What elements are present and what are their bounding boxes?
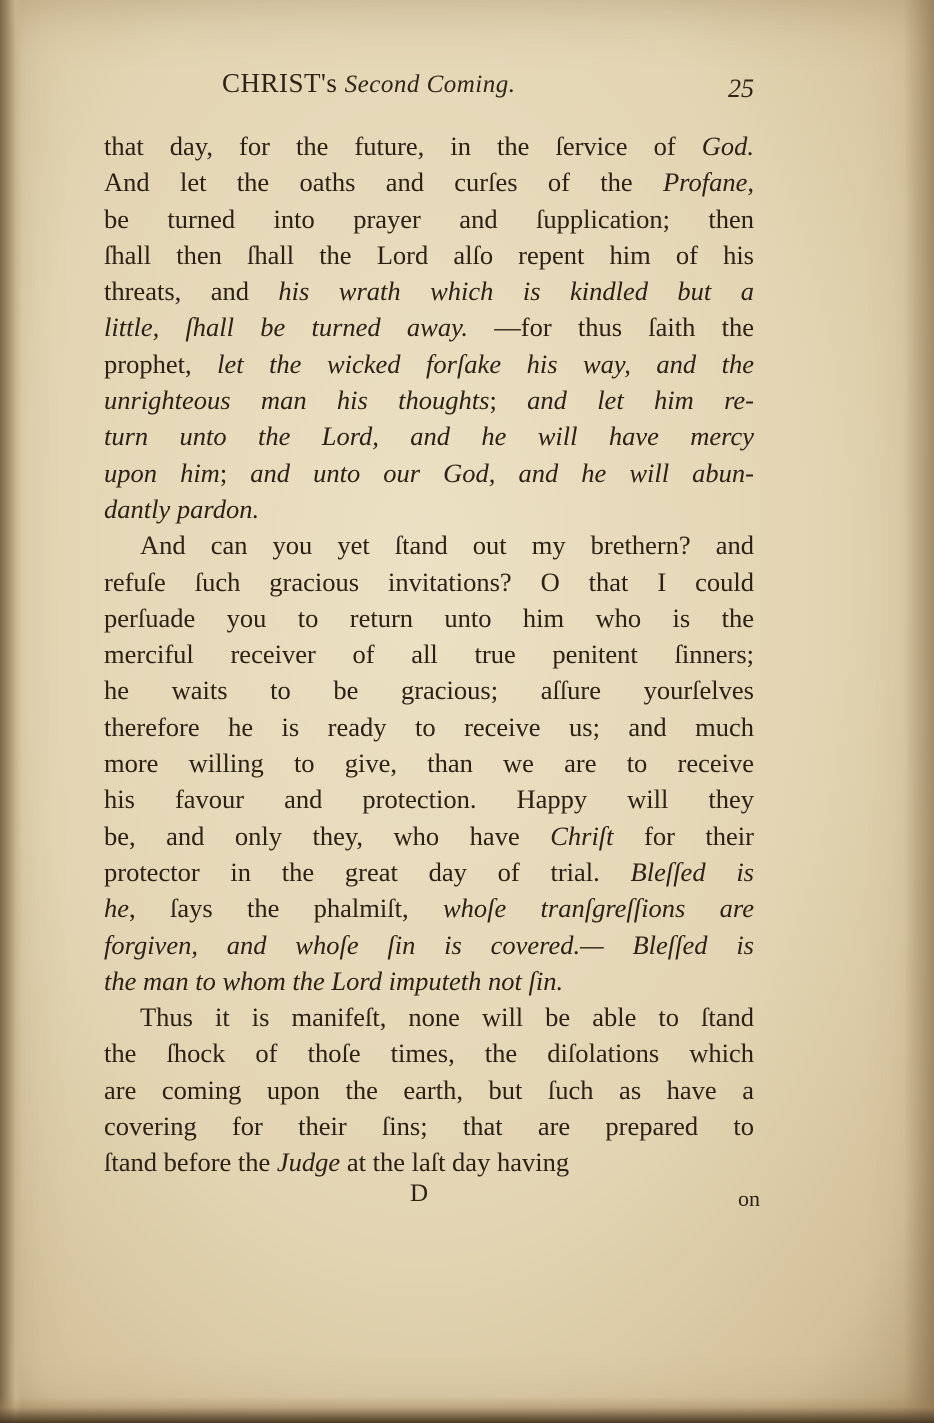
text-run: that day, for the future, in the ſervice of — [104, 131, 702, 161]
running-title-main: CHRIST's — [222, 68, 338, 98]
page-edge-right — [904, 0, 934, 1423]
text-run: ; — [219, 457, 251, 488]
body-text — [104, 128, 754, 1181]
text-line — [104, 455, 754, 491]
italic-run: the man to whom the Lord imputeth not ſin. — [104, 965, 564, 996]
italic-run: upon him — [104, 457, 220, 488]
text-run: merciful receiver of all true penitent ſinners; — [104, 639, 754, 670]
page-footer — [104, 1180, 760, 1216]
text-line — [104, 164, 754, 200]
italic-run: and unto our God, and he will abun- — [250, 457, 755, 488]
italic-run: whoſe tranſgreſſions are — [442, 893, 754, 924]
italic-run: and let him re- — [527, 385, 754, 416]
text-run: , ſays the phalmiſt, — [129, 893, 443, 924]
text-run: therefore he is ready to receive us; and much — [104, 711, 754, 742]
italic-run: let the wicked forſake his way, and the — [217, 348, 754, 379]
text-line — [104, 890, 754, 926]
text-line — [104, 1035, 754, 1071]
italic-run: little, ſhall be turned away. — [104, 312, 469, 343]
text-line — [104, 600, 754, 636]
text-run: more willing to give, than we are to receive — [104, 748, 754, 779]
text-line — [104, 273, 754, 309]
text-line — [104, 636, 754, 672]
italic-run: Bleſſed is — [630, 856, 754, 887]
signature-mark: D — [410, 1180, 429, 1207]
text-line — [104, 818, 754, 854]
text-line — [104, 1072, 754, 1108]
text-run: ſtand before the — [104, 1147, 277, 1178]
text-run: ; — [489, 385, 528, 416]
binding-gutter — [0, 0, 22, 1423]
text-run: be turned into prayer and ſupplication; then — [104, 203, 754, 234]
italic-run: turn unto the Lord, and he will have mercy — [104, 421, 754, 452]
text-line — [104, 1108, 754, 1144]
text-run: —for thus ſaith the — [468, 312, 754, 343]
text-run: the ſhock of thoſe times, the diſolations which — [104, 1038, 754, 1069]
italic-run: Chriſt — [550, 820, 614, 851]
running-header — [104, 68, 754, 112]
italic-run: forgiven, and whoſe ſin is covered.— Bleſſed is — [104, 929, 754, 960]
italic-run: Judge — [276, 1147, 341, 1178]
text-run: protector in the great day of trial. — [104, 856, 631, 887]
text-run: prophet, — [104, 348, 218, 379]
text-line — [104, 491, 754, 527]
text-line — [104, 709, 754, 745]
text-line — [104, 854, 754, 890]
text-run: be, and only they, who have — [104, 820, 551, 851]
text-line — [104, 564, 754, 600]
text-run: covering for their ſins; that are prepared to — [104, 1111, 754, 1142]
text-run: refuſe ſuch gracious invitations? O that I could — [104, 566, 754, 597]
text-run: for their — [613, 820, 754, 851]
italic-run: dantly pardon. — [104, 493, 260, 524]
italic-run: unrighteous man his thoughts — [104, 385, 490, 416]
text-line — [104, 745, 754, 781]
running-title — [222, 68, 516, 99]
running-title-italic: Second Coming. — [344, 71, 516, 98]
text-line — [104, 309, 754, 345]
italic-run: his wrath which is kindled but a — [278, 276, 754, 307]
text-run: threats, and — [104, 276, 279, 307]
text-run: at the laſt day having — [340, 1147, 570, 1178]
text-run: And let the oaths and curſes of the — [104, 167, 663, 198]
italic-run: Profane, — [662, 167, 754, 198]
catchword: on — [738, 1186, 760, 1211]
text-run: his favour and protection. Happy will they — [104, 784, 754, 815]
text-run: he waits to be gracious; aſſure yourſelves — [104, 675, 754, 706]
page-edge-bottom — [0, 1397, 934, 1423]
text-line — [104, 418, 754, 454]
text-line — [104, 781, 754, 817]
text-run: ſhall then ſhall the Lord alſo repent him of his — [104, 239, 754, 270]
text-line — [104, 963, 754, 999]
text-line — [104, 346, 754, 382]
text-line — [104, 672, 754, 708]
italic-run: God. — [701, 131, 754, 161]
text-line — [104, 527, 754, 563]
page-number: 25 — [728, 74, 754, 103]
text-line — [104, 382, 754, 418]
text-line — [104, 1144, 754, 1180]
text-run: Thus it is manifeſt, none will be able to ſtand — [140, 1002, 754, 1033]
italic-run: he — [104, 893, 130, 924]
text-run: perſuade you to return unto him who is the — [104, 602, 754, 633]
text-run: And can you yet ſtand out my brethern? and — [140, 530, 754, 561]
text-line — [104, 999, 754, 1035]
text-line — [104, 128, 754, 164]
text-line — [104, 927, 754, 963]
text-run: are coming upon the earth, but ſuch as have a — [104, 1074, 754, 1105]
text-line — [104, 201, 754, 237]
text-line — [104, 237, 754, 273]
